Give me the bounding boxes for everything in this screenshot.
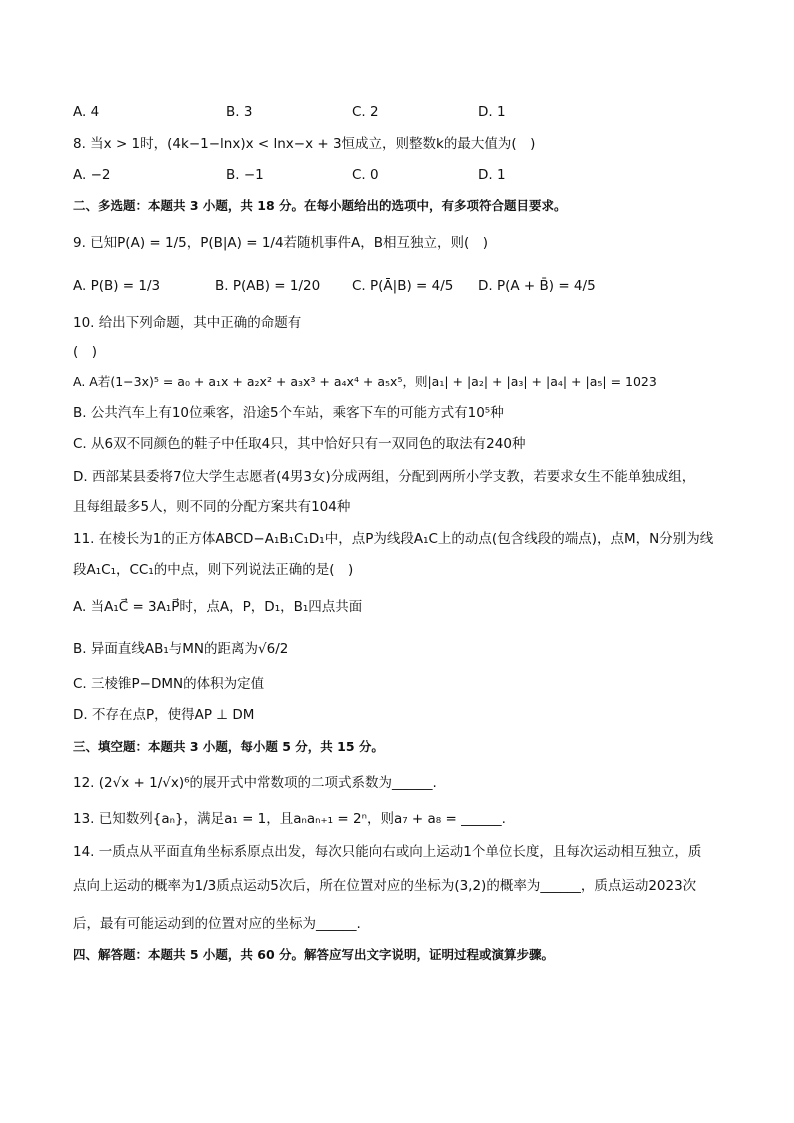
q9-option-b: B. P(AB) = 1/20 (215, 278, 321, 294)
q10-option-a: A. A若(1−3x)⁵ = a₀ + a₁x + a₂x² + a₃x³ + a₄x⁴ + a₅x⁵，则|a₁| + |a₂| + |a₃| + |a₄| + |a₅| = 1023 (73, 374, 657, 389)
q7-option-b: B. 3 (226, 104, 253, 120)
q7-option-a: A. 4 (73, 104, 100, 120)
q8-option-c: C. 0 (352, 167, 379, 183)
q11-stem-line2: 段A₁C₁，CC₁的中点，则下列说法正确的是( ) (73, 562, 354, 578)
q8-stem: 8. 当x > 1时，(4k−1−lnx)x < lnx−x + 3恒成立，则整数k的最大值为( ) (73, 136, 536, 152)
q10-stem: 10. 给出下列命题，其中正确的命题有 (73, 315, 302, 331)
q8-option-a: A. −2 (73, 167, 111, 183)
section-4-heading: 四、解答题：本题共 5 小题，共 60 分。解答应写出文字说明，证明过程或演算步骤。 (73, 947, 555, 962)
q7-option-d: D. 1 (478, 104, 506, 120)
q11-option-a: A. 当A₁C⃗ = 3A₁P⃗时，点A，P，D₁，B₁四点共面 (73, 599, 363, 615)
q7-option-c: C. 2 (352, 104, 379, 120)
q10-option-c: C. 从6双不同颜色的鞋子中任取4只，其中恰好只有一双同色的取法有240种 (73, 436, 526, 452)
q14-line3: 后，最有可能运动到的位置对应的坐标为______. (73, 916, 361, 932)
section-2-heading: 二、多选题：本题共 3 小题，共 18 分。在每小题给出的选项中，有多项符合题目要求。 (73, 198, 567, 213)
q12: 12. (2√x + 1/√x)⁶的展开式中常数项的二项式系数为______. (73, 775, 437, 791)
section-3-heading: 三、填空题：本题共 3 小题，每小题 5 分，共 15 分。 (73, 739, 384, 754)
q11-option-b: B. 异面直线AB₁与MN的距离为√6/2 (73, 641, 289, 657)
q10-option-d-line2: 且每组最多5人，则不同的分配方案共有104种 (73, 499, 351, 515)
q14-line1: 14. 一质点从平面直角坐标系原点出发，每次只能向右或向上运动1个单位长度，且每次运动相互独立，质 (73, 844, 702, 860)
q9-stem: 9. 已知P(A) = 1/5，P(B|A) = 1/4若随机事件A，B相互独立，则( ) (73, 235, 489, 251)
q11-stem-line1: 11. 在棱长为1的正方体ABCD−A₁B₁C₁D₁中，点P为线段A₁C上的动点(包含线段的端点)，点M，N分别为线 (73, 531, 714, 547)
q10-option-b: B. 公共汽车上有10位乘客，沿途5个车站，乘客下车的可能方式有10⁵种 (73, 405, 504, 421)
q11-option-d: D. 不存在点P，使得AP ⊥ DM (73, 707, 255, 723)
q14-line2: 点向上运动的概率为1/3质点运动5次后，所在位置对应的坐标为(3,2)的概率为______，质点运动2023次 (73, 878, 697, 894)
q10-paren: ( ) (73, 344, 98, 360)
q13: 13. 已知数列{aₙ}，满足a₁ = 1，且aₙaₙ₊₁ = 2ⁿ，则a₇ + a₈ = ______. (73, 811, 506, 827)
q8-option-d: D. 1 (478, 167, 506, 183)
q10-option-d-line1: D. 西部某县委将7位大学生志愿者(4男3女)分成两组，分配到两所小学支教，若要求女生不能单独成组， (73, 469, 696, 485)
q9-option-d: D. P(A + B̄) = 4/5 (478, 278, 596, 294)
q11-option-c: C. 三棱锥P−DMN的体积为定值 (73, 676, 265, 692)
q9-option-c: C. P(Ā|B) = 4/5 (352, 278, 454, 294)
q9-option-a: A. P(B) = 1/3 (73, 278, 161, 294)
q8-option-b: B. −1 (226, 167, 264, 183)
